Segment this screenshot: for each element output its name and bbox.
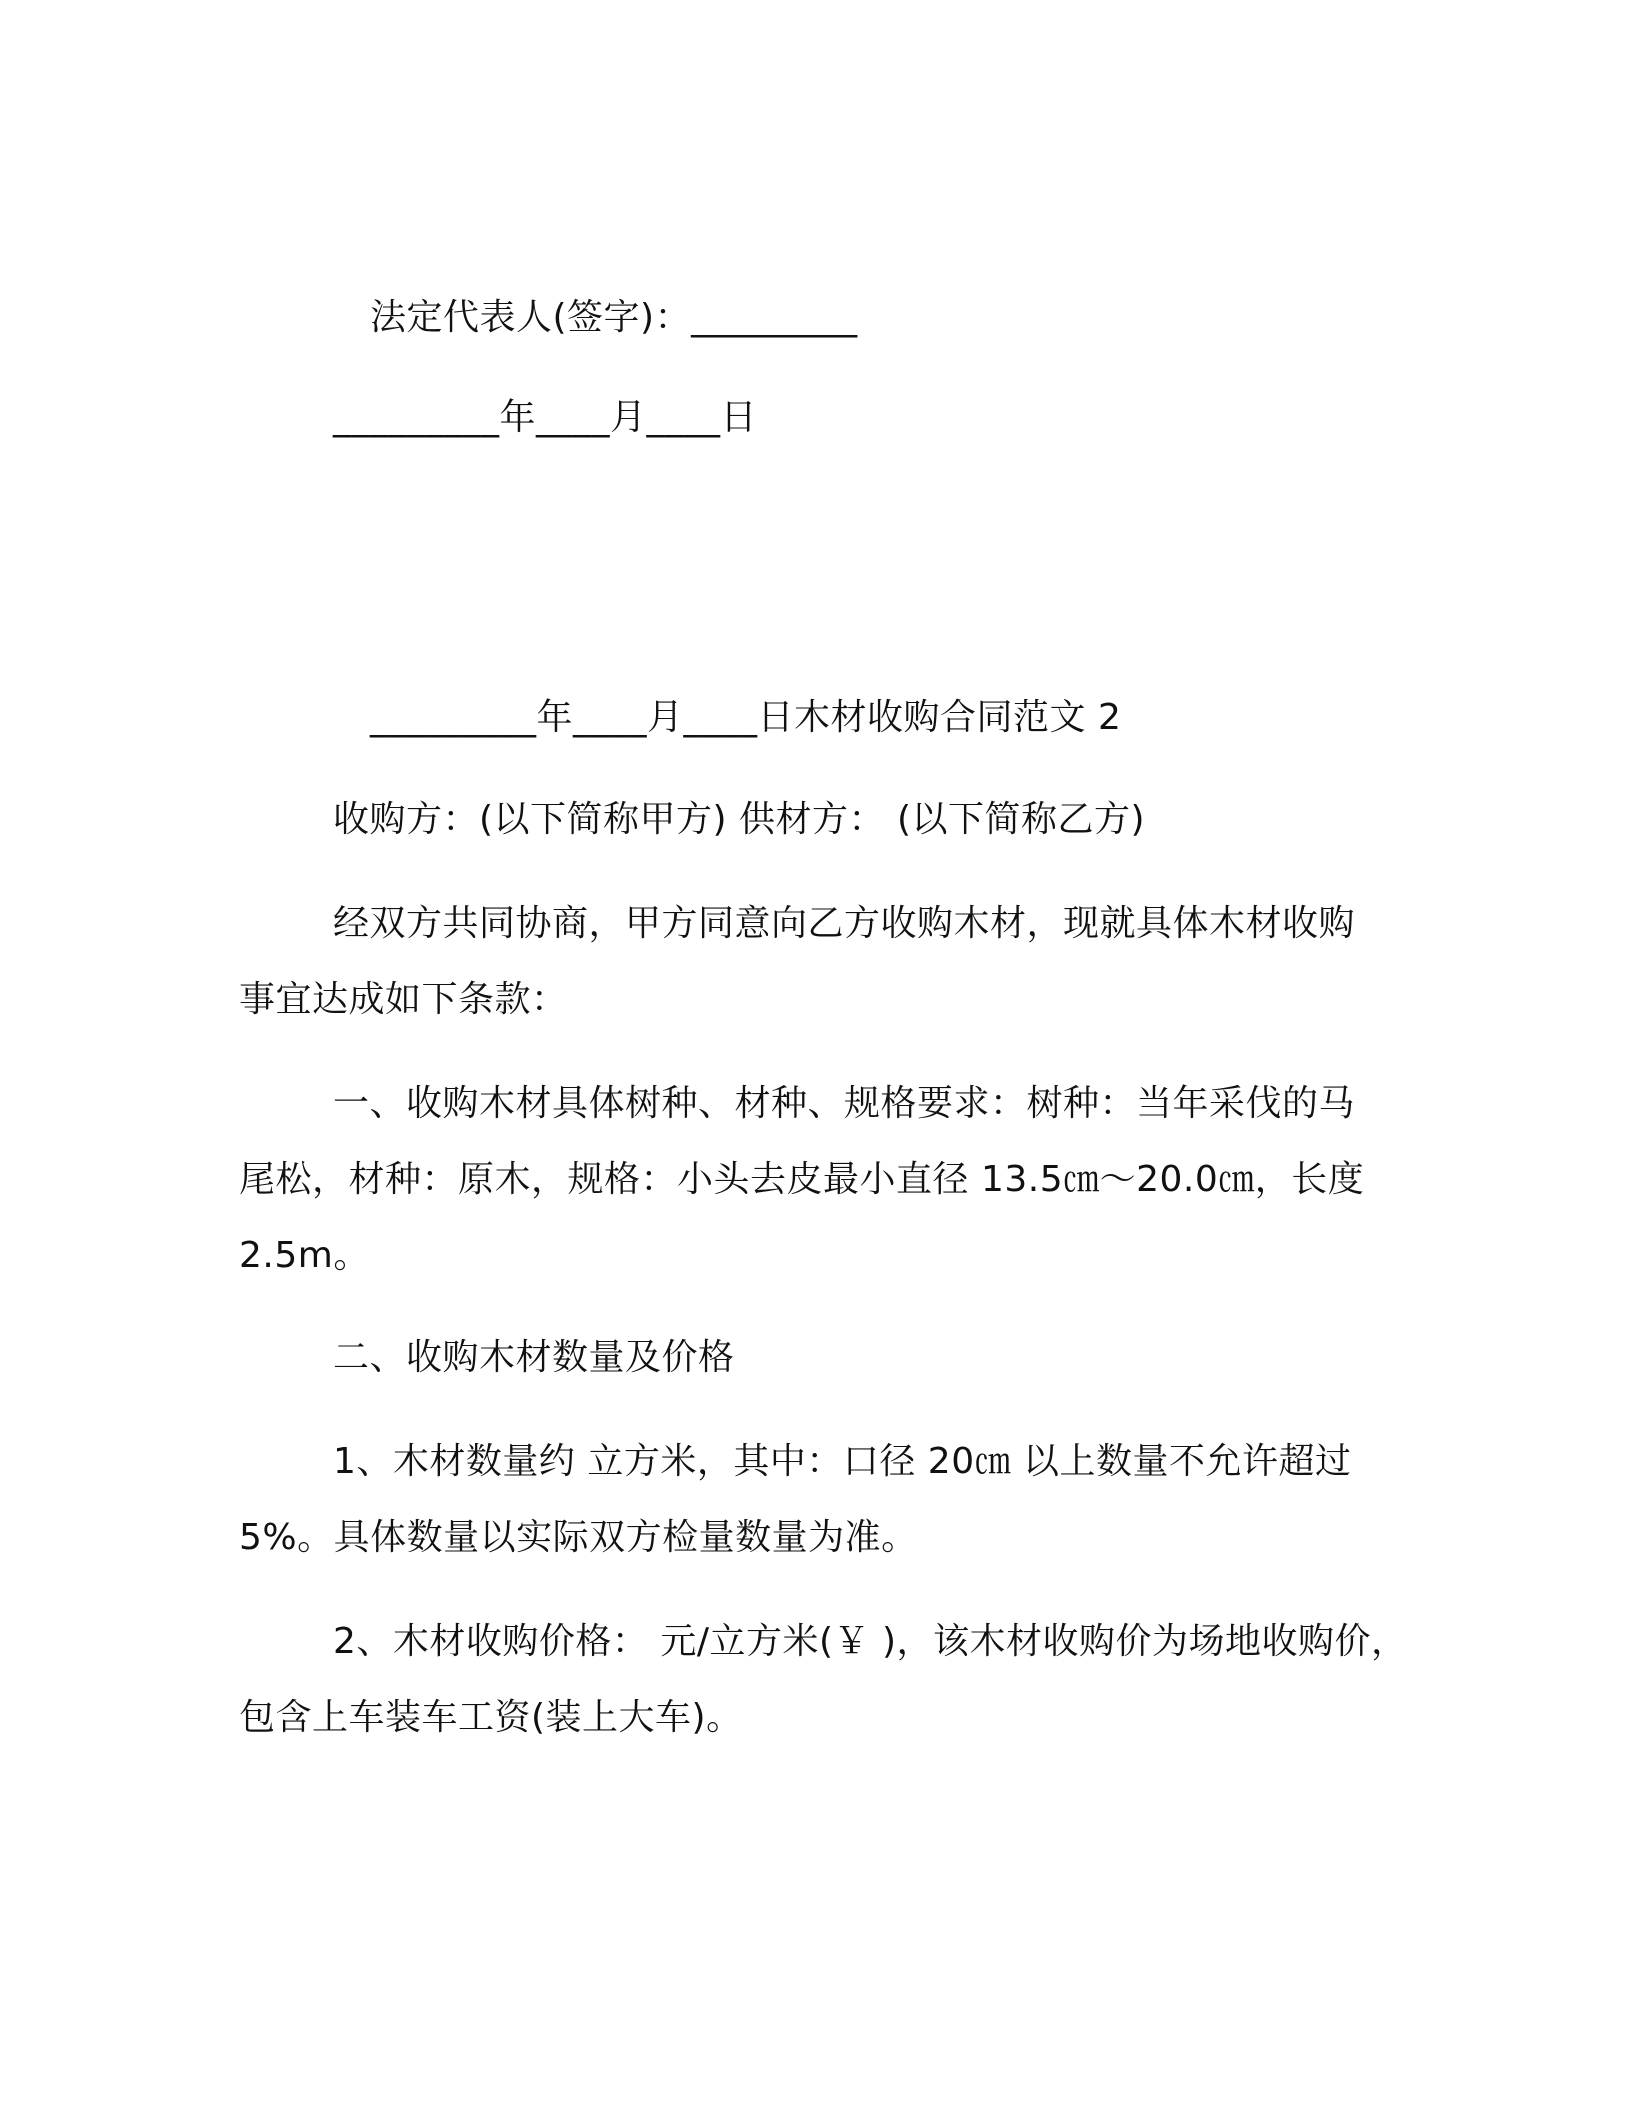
section-2-heading: 二、收购木材数量及价格 (333, 1337, 735, 1378)
item-1-line-2: 5%。具体数量以实际双方检量数量为准。 (239, 1517, 918, 1558)
intro-paragraph-line-2: 事宜达成如下条款： (239, 979, 568, 1020)
item-2-line-1: 2、木材收购价格： 元/立方米(￥ )，该木材收购价为场地收购价， (333, 1621, 1408, 1662)
section-1-line-2: 尾松，材种：原木，规格：小头去皮最小直径 13.5㎝～20.0㎝，长度 (239, 1159, 1365, 1200)
contract-title: _________年____月____日木材收购合同范文 2 (370, 697, 1122, 738)
section-1-line-3: 2.5m。 (239, 1235, 370, 1276)
item-1-line-1: 1、木材数量约 立方米，其中：口径 20㎝ 以上数量不允许超过 (333, 1441, 1352, 1482)
legal-representative-signature-line: 法定代表人(签字)：_________ (370, 297, 858, 338)
intro-paragraph-line-1: 经双方共同协商，甲方同意向乙方收购木材，现就具体木材收购 (333, 903, 1356, 944)
signature-date-line: _________年____月____日 (333, 397, 757, 438)
item-2-line-2: 包含上车装车工资(装上大车)。 (239, 1697, 743, 1738)
section-1-line-1: 一、收购木材具体树种、材种、规格要求：树种：当年采伐的马 (333, 1083, 1356, 1124)
parties-line: 收购方：(以下简称甲方) 供材方： (以下简称乙方) (333, 799, 1146, 840)
